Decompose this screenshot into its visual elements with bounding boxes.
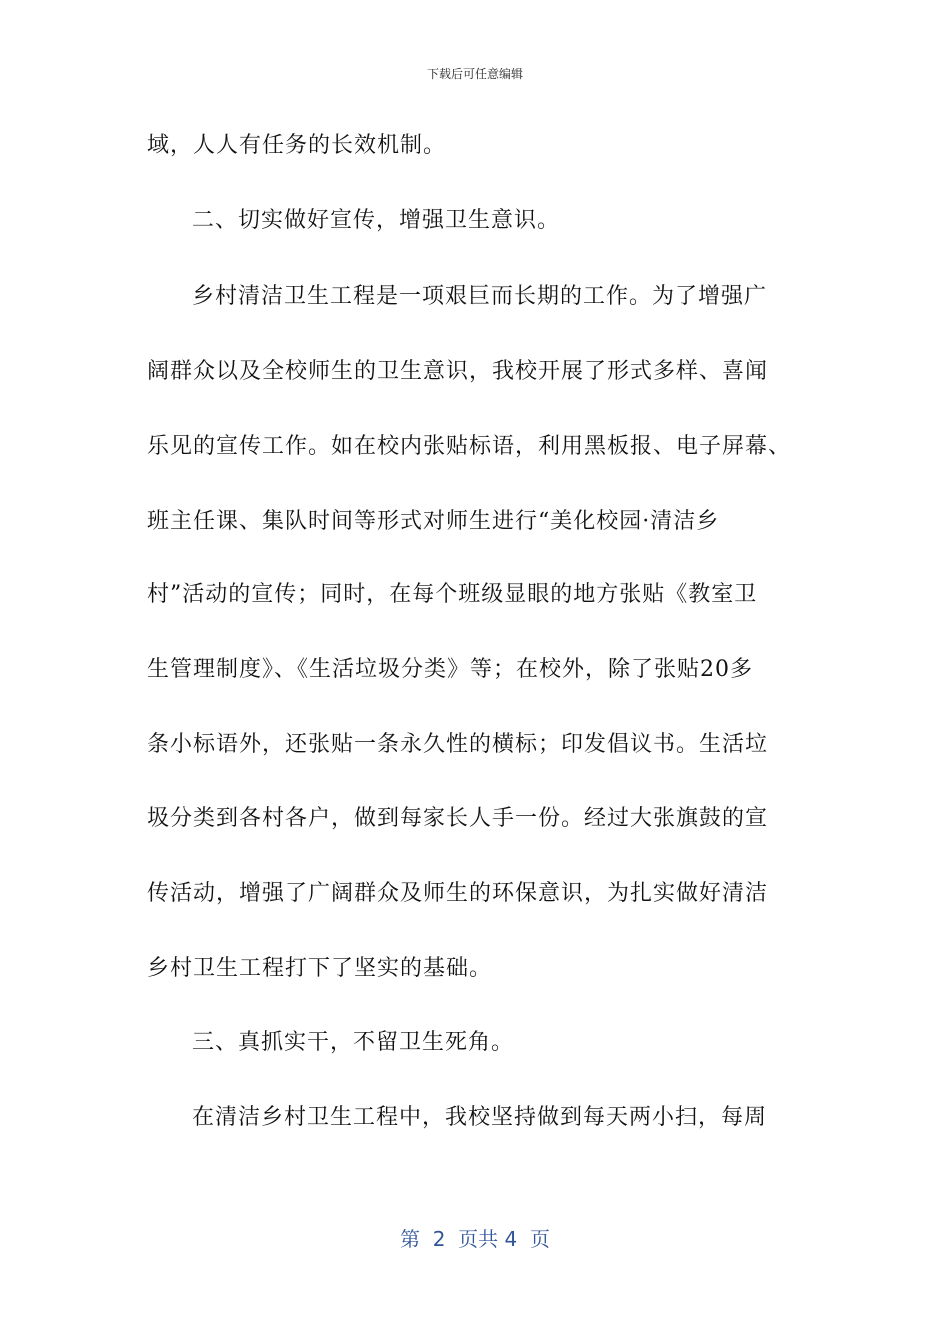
body-line: 乡村卫生工程打下了坚实的基础。 xyxy=(147,956,493,981)
paragraph-first-line: 乡村清洁卫生工程是一项艰巨而长期的工作。为了增强广 xyxy=(192,284,768,309)
paragraph-first-line: 在清洁乡村卫生工程中，我校坚持做到每天两小扫，每周 xyxy=(192,1105,768,1130)
body-line: 条小标语外，还张贴一条永久性的横标；印发倡议书。生活垃 xyxy=(147,732,769,757)
section-heading: 二、切实做好宣传，增强卫生意识。 xyxy=(192,208,561,233)
section-heading: 三、真抓实干，不留卫生死角。 xyxy=(192,1030,515,1055)
body-line: 域，人人有任务的长效机制。 xyxy=(147,133,447,158)
body-line: 村”活动的宣传；同时，在每个班级显眼的地方张贴《教室卫 xyxy=(147,582,758,607)
body-line: 圾分类到各村各户，做到每家长人手一份。经过大张旗鼓的宣 xyxy=(147,806,769,831)
body-line: 乐见的宣传工作。如在校内张贴标语，利用黑板报、电子屏幕、 xyxy=(147,434,792,459)
body-line: 传活动，增强了广阔群众及师生的环保意识，为扎实做好清洁 xyxy=(147,881,769,906)
body-line: 班主任课、集队时间等形式对师生进行“美化校园·清洁乡 xyxy=(147,509,720,534)
page-header: 下载后可任意编辑 xyxy=(426,67,523,81)
body-line: 阔群众以及全校师生的卫生意识，我校开展了形式多样、喜闻 xyxy=(147,359,769,384)
page-number-footer: 第 2 页共 4 页 xyxy=(400,1227,550,1251)
body-line: 生管理制度》、《生活垃圾分类》等；在校外，除了张贴20多 xyxy=(147,657,753,682)
